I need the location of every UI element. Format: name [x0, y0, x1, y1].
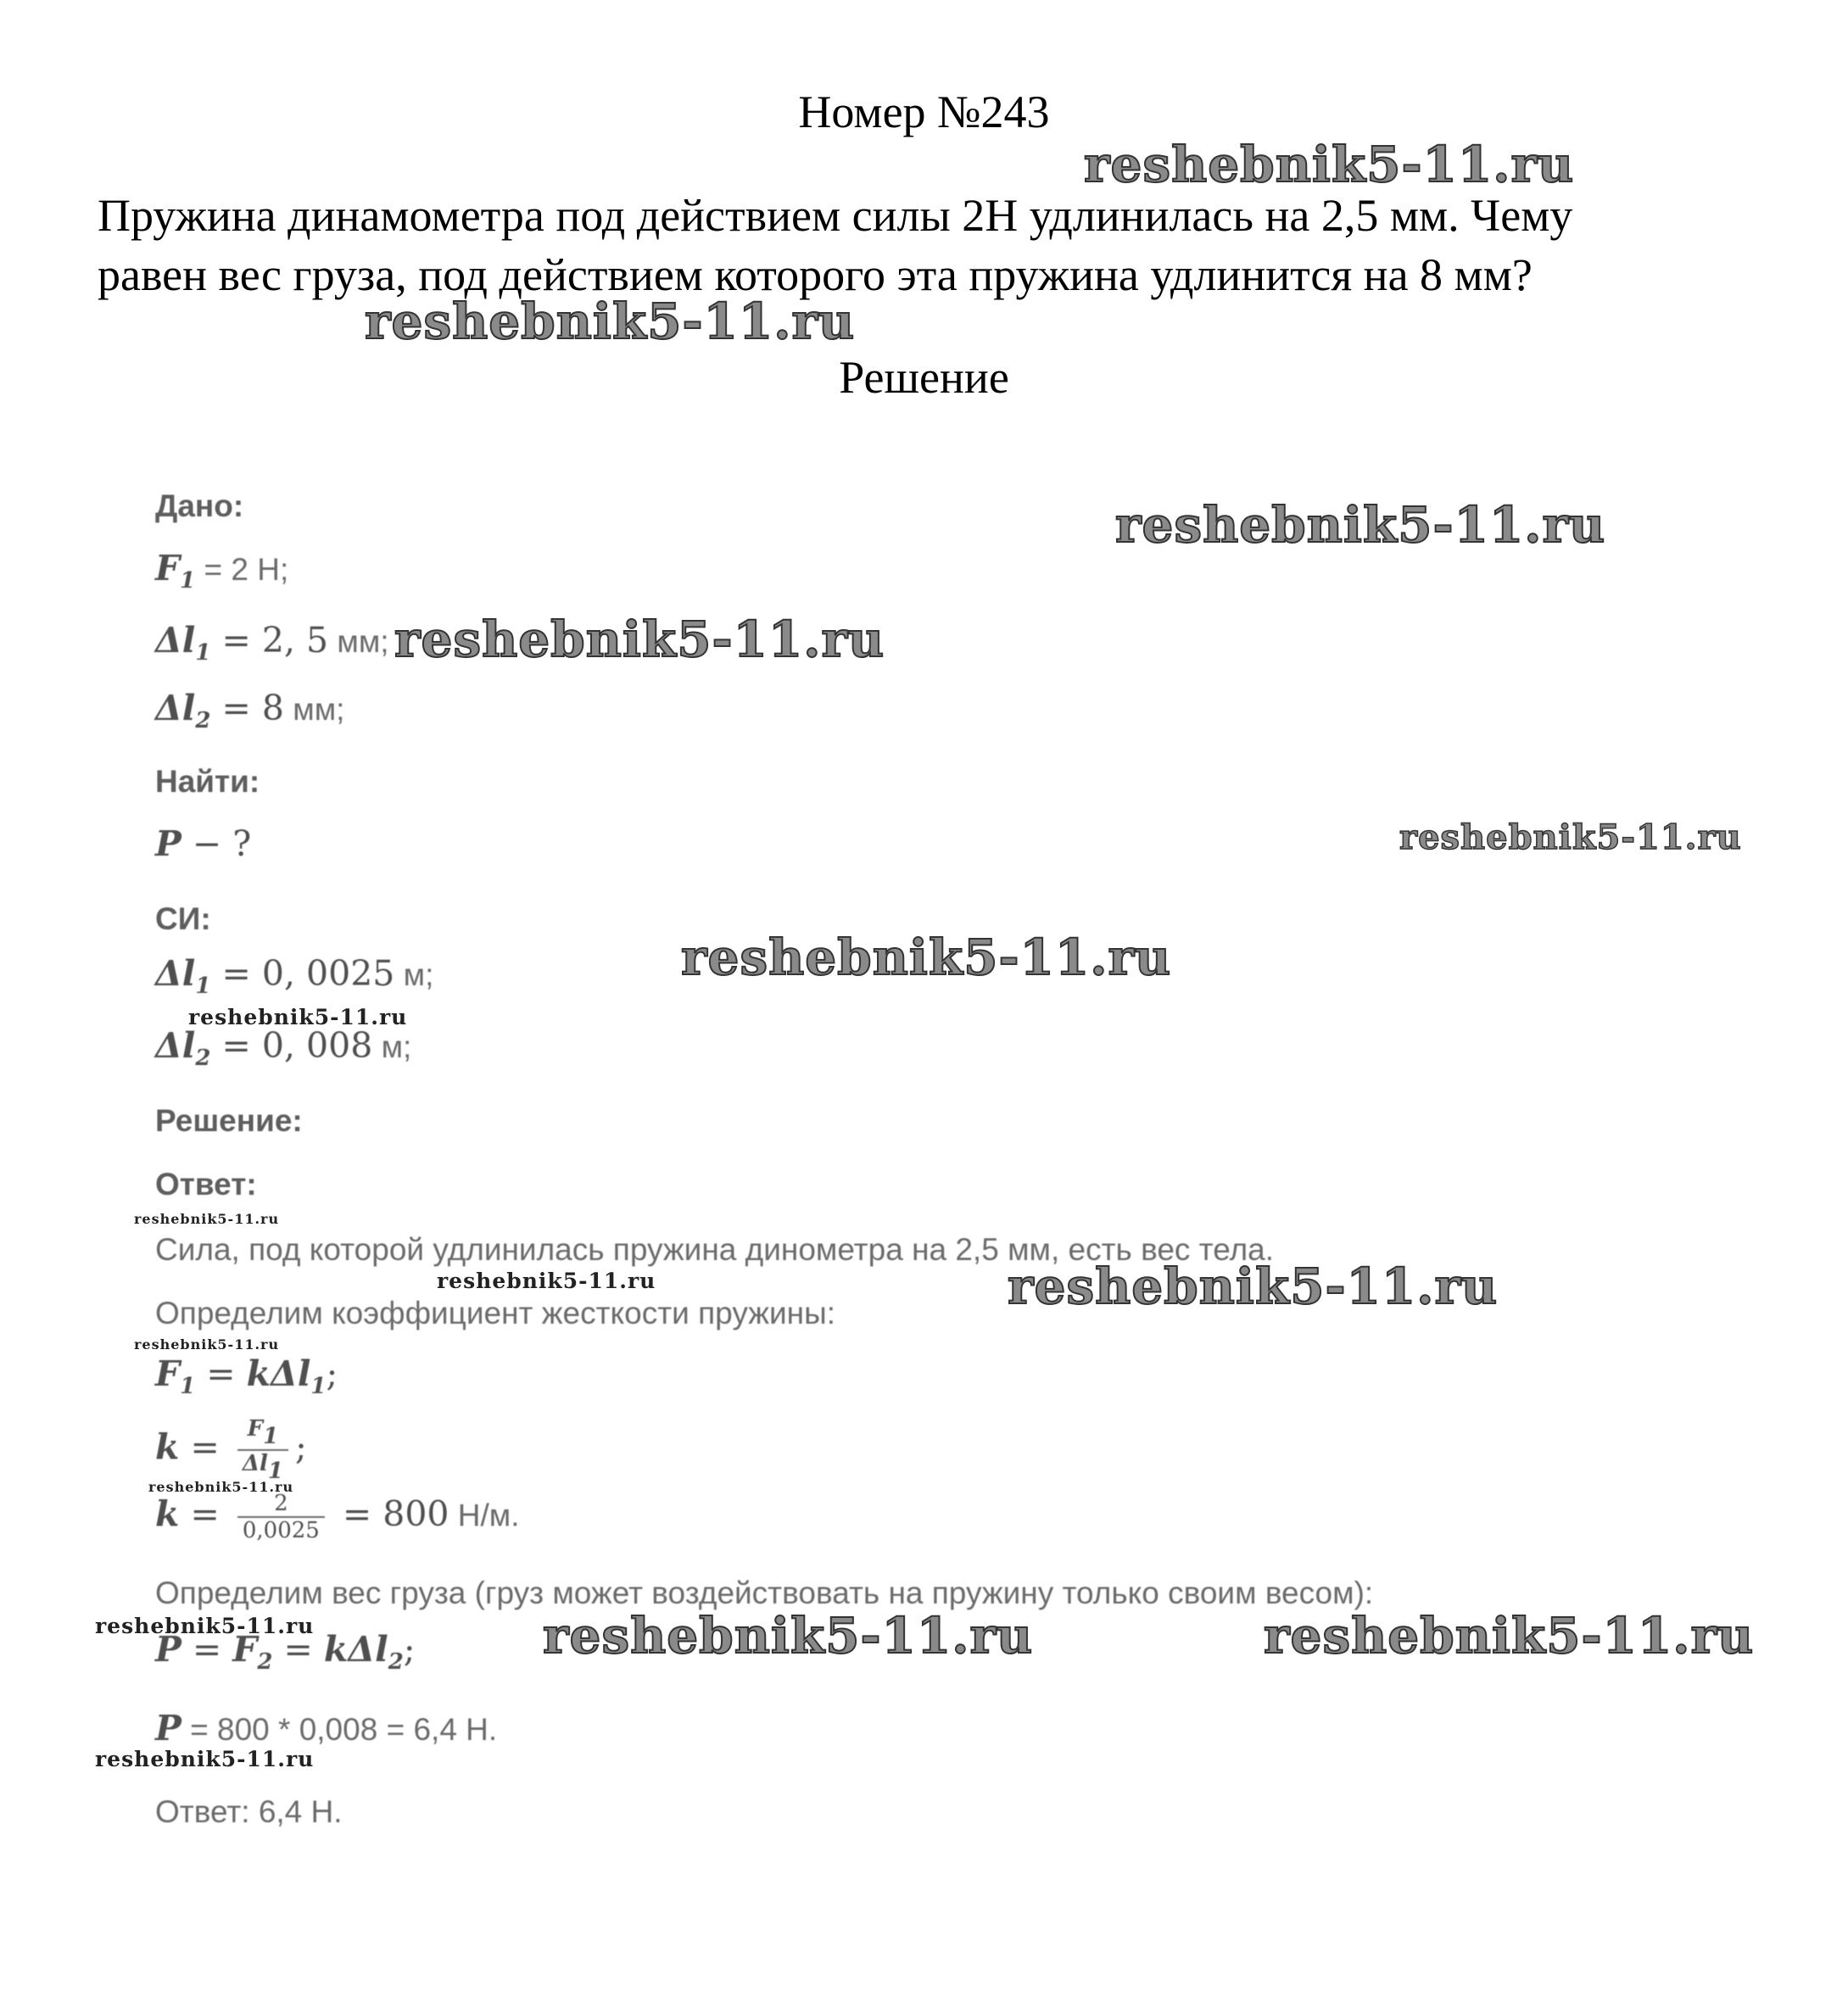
watermark: reshebnik5-11.ru [1115, 496, 1606, 554]
unit: мм; [284, 692, 345, 727]
find-label: Найти: [155, 764, 260, 799]
find-value [155, 823, 252, 864]
subscript: 1 [195, 973, 211, 999]
value: = 8 [210, 688, 284, 728]
watermark: reshebnik5-11.ru [365, 293, 856, 350]
numerator: 2 [237, 1492, 325, 1518]
subscript: 2 [257, 1649, 273, 1675]
var: kΔl [246, 1353, 311, 1394]
watermark: reshebnik5-11.ru [148, 1479, 294, 1495]
equation-hooke [155, 1353, 338, 1399]
var: F [247, 1416, 264, 1442]
given-dl1 [155, 620, 389, 666]
given-f1 [155, 548, 289, 594]
var: k [155, 1426, 180, 1468]
value: = 0, 0025 [210, 953, 395, 994]
subscript: 2 [388, 1649, 404, 1675]
var: Δl [242, 1451, 268, 1476]
equation-weight [155, 1629, 416, 1675]
value: = 0, 008 [210, 1025, 373, 1066]
fraction [237, 1418, 288, 1482]
semicolon: ; [295, 1426, 307, 1468]
var: F [232, 1629, 258, 1670]
subscript: 1 [310, 1374, 327, 1399]
equation-k-value [155, 1492, 520, 1542]
result: = 800 [331, 1493, 449, 1535]
var: P [155, 1629, 181, 1670]
watermark: reshebnik5-11.ru [437, 1269, 656, 1293]
numerator [237, 1418, 288, 1451]
given-dl2 [155, 688, 345, 733]
solution-heading: Решение [839, 352, 1009, 403]
explanation-text-2: Определим коэффициент жесткости пружины: [155, 1296, 835, 1330]
task-text-line-1: Пружина динамометра под действием силы 2Н удлинилась на 2,5 мм. Чему [98, 190, 1573, 241]
var: k [155, 1493, 180, 1535]
subscript: 2 [195, 708, 211, 733]
equals: = [181, 1629, 233, 1670]
subscript: 1 [180, 568, 196, 594]
subscript: 1 [263, 1424, 279, 1449]
si-dl1 [155, 953, 434, 999]
page-title: Номер №243 [798, 86, 1050, 137]
equation-weight-value [155, 1708, 498, 1749]
watermark: reshebnik5-11.ru [134, 1336, 280, 1353]
var: Δl [155, 1025, 196, 1066]
answer-label: Ответ: [155, 1167, 257, 1202]
equals: = [179, 1426, 231, 1468]
var: F [155, 548, 181, 588]
unit: м; [372, 1029, 412, 1064]
semicolon: ; [403, 1629, 416, 1670]
given-label: Дано: [155, 488, 244, 523]
semicolon: ; [326, 1353, 338, 1394]
var: F [155, 1353, 181, 1394]
denominator [237, 1451, 288, 1482]
equals: = [272, 1629, 324, 1670]
watermark: reshebnik5-11.ru [1084, 136, 1575, 193]
si-label: СИ: [155, 901, 211, 936]
watermark: reshebnik5-11.ru [1264, 1607, 1755, 1665]
equals: = [195, 1353, 247, 1394]
value: = 2, 5 [210, 620, 329, 661]
watermark: reshebnik5-11.ru [1399, 817, 1742, 857]
watermark: reshebnik5-11.ru [134, 1211, 280, 1227]
subscript: 2 [195, 1046, 211, 1071]
fraction [237, 1492, 325, 1542]
equation-k-formula [155, 1418, 307, 1482]
subscript: 1 [180, 1374, 196, 1399]
var: P [155, 823, 181, 864]
final-answer: Ответ: 6,4 Н. [155, 1794, 343, 1829]
subscript: 1 [267, 1459, 283, 1484]
watermark: reshebnik5-11.ru [188, 1005, 408, 1029]
watermark: reshebnik5-11.ru [1008, 1258, 1499, 1315]
watermark: reshebnik5-11.ru [95, 1614, 315, 1638]
value: − ? [181, 823, 252, 864]
unit: Н/м. [449, 1498, 520, 1533]
solution-label: Решение: [155, 1103, 303, 1138]
si-dl2 [155, 1025, 412, 1071]
var: P [155, 1708, 181, 1749]
equals: = [179, 1493, 231, 1535]
var: kΔl [323, 1629, 388, 1670]
subscript: 1 [195, 640, 211, 666]
watermark: reshebnik5-11.ru [95, 1747, 315, 1771]
explanation-text-1: Сила, под которой удлинилась пружина динометра на 2,5 мм, есть вес тела. [155, 1232, 1275, 1267]
unit: м; [394, 957, 434, 992]
unit: мм; [328, 624, 389, 659]
denominator: 0,0025 [242, 1518, 320, 1543]
watermark: reshebnik5-11.ru [394, 611, 885, 668]
value: = 2 Н; [195, 552, 289, 587]
var: Δl [155, 953, 196, 994]
watermark: reshebnik5-11.ru [543, 1607, 1034, 1665]
value: = 800 * 0,008 = 6,4 Н. [181, 1712, 498, 1747]
var: Δl [155, 620, 196, 661]
task-text-line-2: равен вес груза, под действием которого эта пружина удлинится на 8 мм? [98, 249, 1533, 300]
explanation-text-3: Определим вес груза (груз может воздействовать на пружину только своим весом): [155, 1576, 1374, 1610]
var: Δl [155, 688, 196, 728]
watermark: reshebnik5-11.ru [681, 929, 1172, 986]
